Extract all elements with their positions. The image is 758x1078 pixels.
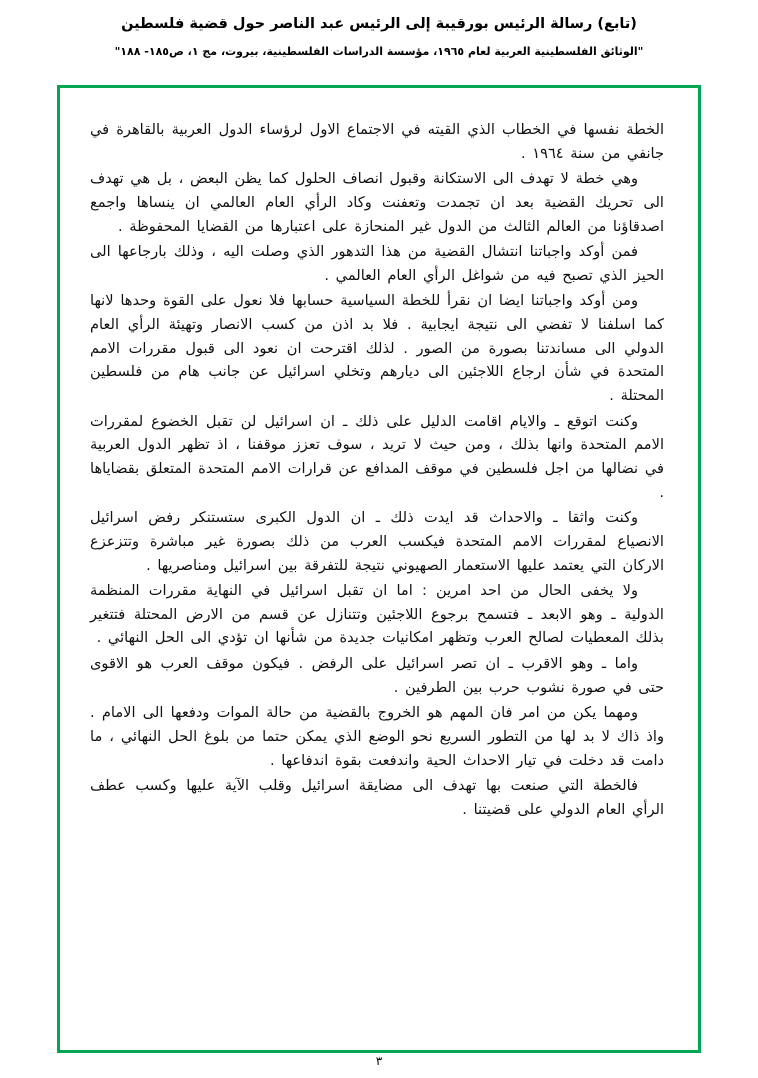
source-citation: "الوثائق الفلسطينية العربية لعام ١٩٦٥، مؤسسة الدراسات الفلسطينية، بيروت، مج ١، ص١٨٥- ١٨٨" bbox=[114, 44, 644, 58]
paragraph: واما ـ وهو الاقرب ـ ان تصر اسرائيل على الرفض . فيكون موقف العرب هو الاقوى حتى في صورة نشوب حرب بين الطرفين . bbox=[90, 655, 664, 696]
page-title: (تابع) رسالة الرئيس بورقيبة إلى الرئيس عبد الناصر حول قضية فلسطين bbox=[121, 16, 637, 32]
paragraph: وكنت اتوقع ـ والايام اقامت الدليل على ذلك ـ ان اسرائيل لن تقبل الخضوع لمقررات الامم المتحدة وانها بذلك ، ومن حيث لا تريد ، سوف تعزز موقفنا ، اذ تظهر الدول العربية في نضالها من اجل فلسطين في موقف المدافع عن قرارات الامم المتحدة المتعلق بقضاياها . bbox=[90, 412, 664, 501]
paragraph: ومهما يكن من امر فان المهم هو الخروج بالقضية من حالة الموات ودفعها الى الامام . واذ ذاك لا بد لها من التطور السريع نحو الوضع الذي يمكن حتما من بلوغ الحل النهائي ، ما دامت قد دخلت في تيار الاحداث الحية واندفعت بقوة اندفاعها . bbox=[90, 704, 664, 769]
page-number: ٣ bbox=[375, 1054, 383, 1068]
paragraph: وكنت واثقا ـ والاحداث قد ايدت ذلك ـ ان الدول الكبرى ستستنكر رفض اسرائيل الانصياع لمقررات الامم المتحدة فيكسب العرب من ذلك بصورة غير مباشرة وتتزعزع الاركان التي يعتمد عليها الاستعمار الصهيوني نتيجة للتفرقة بين اسرائيل ومناصريها . bbox=[90, 509, 664, 574]
document-header bbox=[0, 10, 758, 60]
paragraph: ومن أوكد واجباتنا ايضا ان نقرأ للخطة السياسية حسابها فلا نعول على القوة وحدها لانها كما اسلفنا لا تفضي الى نتيجة ايجابية . فلا بد اذن من كسب الانصار وتهيئة الرأي العام الدولي الى مساندتنا بصورة من الصور . لذلك اقترحت ان نعود الى قبول مقررات الامم المتحدة في شأن ارجاع اللاجئين الى ديارهم وتخلي اسرائيل عن جانب هام من فلسطين المحتلة . bbox=[90, 292, 664, 405]
paragraph: ولا يخفى الحال من احد امرين : اما ان تقبل اسرائيل في النهاية مقررات المنظمة الدولية ـ وهو الابعد ـ فتسمح برجوع اللاجئين وتتنازل عن قسم من الارض المحتلة فتتغير بذلك المعطيات لصالح العرب وتظهر امكانيات جديدة من شأنها ان تؤدي الى الحل النهائي . bbox=[90, 582, 664, 647]
content-frame bbox=[57, 85, 701, 1053]
paragraph: الخطة نفسها في الخطاب الذي القيته في الاجتماع الاول لرؤساء الدول العربية بالقاهرة في جانفي من سنة ١٩٦٤ . bbox=[90, 121, 664, 162]
paragraph: فمن أوكد واجباتنا انتشال القضية من هذا التدهور الذي وصلت اليه ، وذلك بارجاعها الى الحيز الذي تصبح فيه من شواغل الرأي العام العالمي . bbox=[90, 243, 664, 284]
paragraph: فالخطة التي صنعت بها تهدف الى مضايقة اسرائيل وقلب الآية عليها وكسب عطف الرأي العام الدولي على قضيتنا . bbox=[90, 777, 664, 818]
document-body bbox=[60, 88, 698, 844]
paragraph: وهي خطة لا تهدف الى الاستكانة وقبول انصاف الحلول كما يظن البعض ، بل هي تهدف الى تحريك القضية بعد ان تجمدت وتعفنت وكاد الرأي العام العالمي ان ينساها واجمع اصدقاؤنا من العالم الثالث من الدول غير المنحازة على اعتبارها من القضايا المحفوظة . bbox=[90, 170, 664, 235]
